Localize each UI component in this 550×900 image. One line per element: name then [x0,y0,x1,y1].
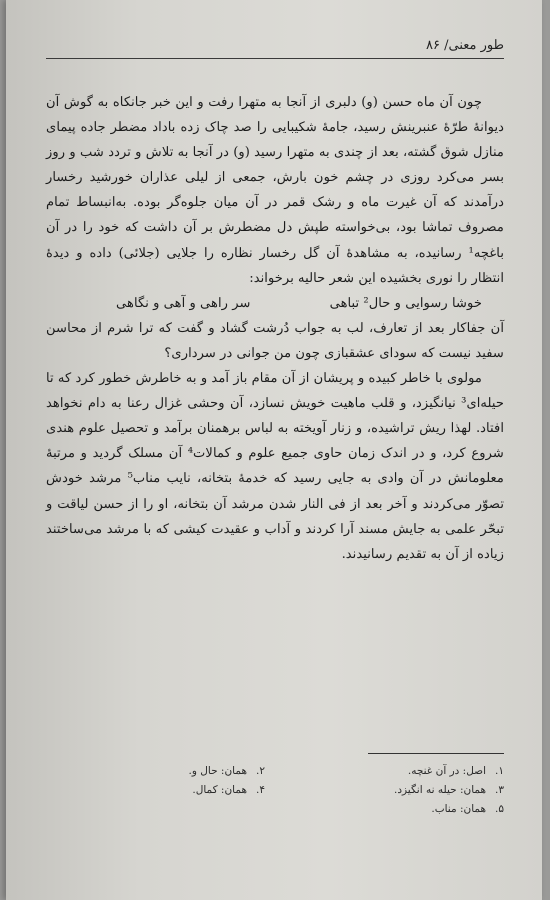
footnote-separator [368,753,504,754]
paragraph-1: چون آن ماه حسن (و) دلبری از آنجا به متهرا رفت و این خبر جانکاه به گوش آن دیوانهٔ طرّهٔ عنبرینش رسید، جامهٔ شکیبایی را صد چاک زده باداد مضطر جاده پیمای منازل شوق گشته، بعد از چندی به متهرا رسید (و) در آنجا به تلاش و تردد شب و روز بسر می‌کرد روزی در چشم خون بارش، جمعی از لیلی عذاران خورشید رخسار درآمدند که آن غیرت ماه و رشک قمر در آن میان جلوه‌گر بوده. به‌انبساط تمام مصروف تماشا بود، بی‌خواسته طپش دل مضطرش بر آن داشت که خود را در آن باغچه¹ رسانیده، به مشاهدهٔ آن گل رخسار نظاره را جلایی (جلائی) داده و دیدهٔ انتظار را نوری بخشیده این شعر حالیه برخواند: [46,95,504,286]
footnote-3: ۳.همان: حیله نه انگیزد. [394,784,504,796]
footnote-1: ۱.اصل: در آن غنچه. [407,765,504,777]
footnote-4: ۴.همان: کمال. [192,784,265,796]
footnote-2: ۲.همان: حال و. [188,765,265,777]
book-page [6,0,542,900]
footnote-5: ۵.همان: مناب. [431,803,504,815]
main-text [46,90,504,567]
verse-hemistich-right: خوشا رسوایی و حال² تباهی [329,295,482,311]
running-head-page-number: طور معنی/ ۸۶ [426,38,504,53]
page-header [46,36,504,59]
verse-hemistich-left: سر راهی و آهی و نگاهی [116,295,251,311]
footnotes [46,762,504,819]
verse-line [46,291,504,316]
paragraph-2: آن جفاکار بعد از تعارف، لب به جواب دُرشت گشاد و گفت که ترا شرم از محاسن سفید نیست که سودای عشقبازی چون من جوانی در سرداری؟ [46,320,504,361]
paragraph-3: مولوی با خاطر کبیده و پریشان از آن مقام باز آمد و به خاطرش خطور کرد که تا حیله‌ای³ نیانگیزد، و قلب ماهیت خویش نسازد، آن وحشی غزال رعنا به دام نخواهد افتاد. لهذا ریش تراشیده، و زنار آویخته به لباس برهمنان برآمد و تحصیل علوم هندی شروع کرد، و در اندک زمان حاوی جمیع علوم و کمالات⁴ آن مسلک گردید و مرتبهٔ معلومانش در آن وادی به جایی رسید که خدمهٔ بتخانه، نایب مناب⁵ مرشد خودش تصوّر می‌کردند و آخر بعد از فی النار شدن مرشد آن بتخانه، او را از حسن لیاقت و تبحّر علمی به جایش مسند آرا کردند و آداب و عقیدت کیشی که با مرشد می‌ساختند زیاده از آن به تقدیم رسانیدند. [46,371,504,562]
